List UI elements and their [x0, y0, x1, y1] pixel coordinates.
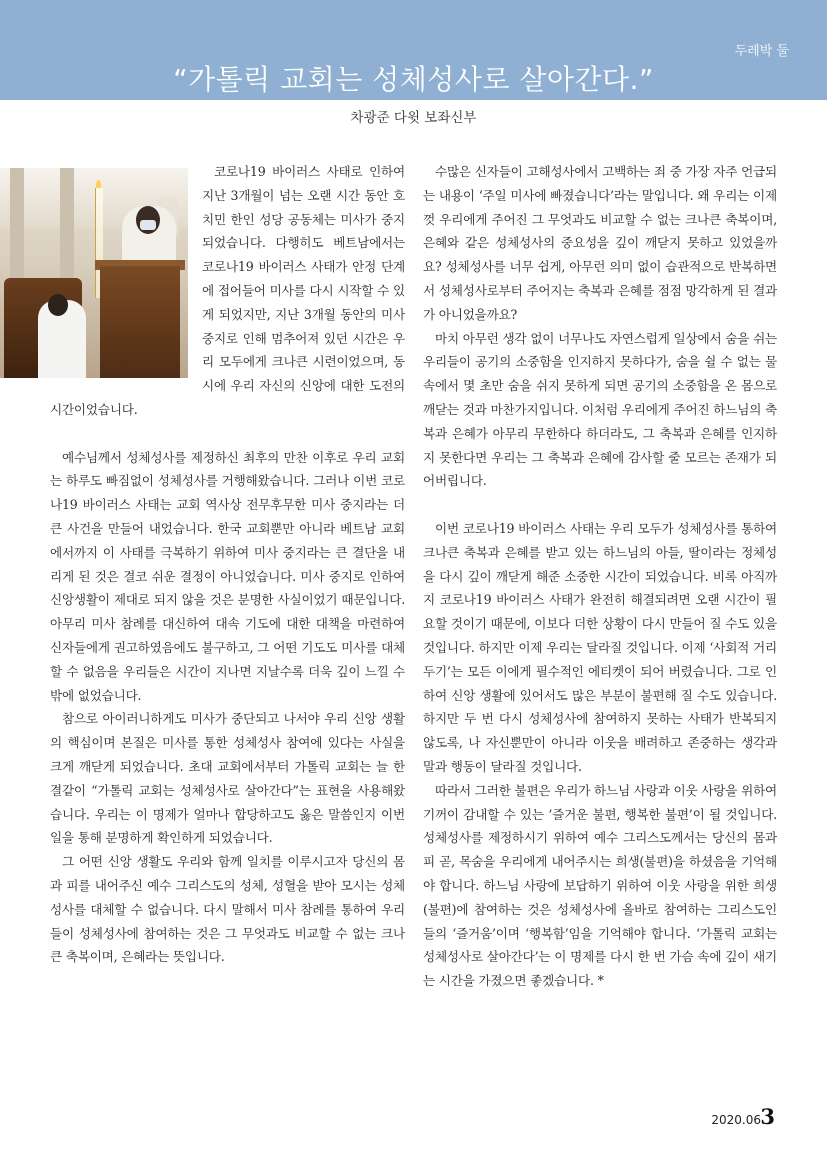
page-number: 3	[760, 1104, 775, 1129]
photo-lectern	[100, 266, 180, 378]
paragraph: 수많은 신자들이 고해성사에서 고백하는 죄 중 가장 자주 언급되는 내용이 ‘주일 미사에 빠졌습니다’라는 말입니다. 왜 우리는 이제껏 우리에게 주어진 그 무엇과도 비교할 수 없는 크나큰 축복이며, 은혜와 같은 성체성사의 중요성을 깊이 깨닫지 못하고 있었을까요? 성체성사를 너무 쉽게, 아무런 의미 없이 습관적으로 반복하면서 성체성사로부터 주어지는 축복과 은혜를 점점 망각하게 된 결과가 아니었을까요?	[423, 164, 777, 322]
issue-date: 2020.06	[711, 1113, 761, 1127]
photo-face-mask	[140, 220, 156, 230]
paragraph: 예수님께서 성체성사를 제정하신 최후의 만찬 이후로 우리 교회는 하루도 빠짐없이 성체성사를 거행해왔습니다. 그러나 이번 코로나19 바이러스 사태는 교회 역사상 전무후무한 미사 중지라는 더 큰 사건을 만들어 내었습니다. 한국 교회뿐만 아니라 베트남 교회에서까지 이 사태를 극복하기 위하여 미사 중지라는 큰 결단을 내리게 된 것은 결코 쉬운 결정이 아니었습니다. 미사 중지로 인하여 신앙생활이 제대로 되지 않을 것은 분명한 사실이었기 때문입니다. 아무리 미사 참례를 대신하여 대속 기도에 대한 대책을 마련하여 신자들에게 권고하였음에도 불구하고, 그 어떤 기도도 미사를 대체할 수 없음을 우리들은 시간이 지나면 지날수록 더욱 깊이 느낄 수밖에 없었습니다.	[50, 449, 405, 703]
section-tag: 두레박 둘	[734, 44, 789, 59]
paragraph: 마치 아무런 생각 없이 너무나도 자연스럽게 일상에서 숨을 쉬는 우리들이 공기의 소중함을 인지하지 못하다가, 숨을 쉴 수 없는 물 속에서 몇 초만 숨을 쉬지 못하게 되면 공기의 소중함을 온 몸으로 깨닫는 것과 마찬가지입니다. 이처럼 우리에게 주어진 하느님의 축복과 은혜가 아무리 무한하다 하더라도, 그 축복과 은혜를 인지하지 못한다면 우리는 그 축복과 은혜에 감사할 줄 모르는 존재가 되어버립니다.	[423, 330, 777, 489]
right-column	[423, 160, 777, 993]
page-title: “가톨릭 교회는 성체성사로 살아간다.”	[173, 63, 654, 96]
left-column	[50, 160, 405, 969]
paragraph: 참으로 아이러니하게도 미사가 중단되고 나서야 우리 신앙 생활의 핵심이며 본질은 미사를 통한 성체성사 참여에 있다는 사실을 크게 깨닫게 되었습니다. 초대 교회에서부터 가톨릭 교회는 늘 한결같이 “가톨릭 교회는 성체성사로 살아간다”는 표현을 사용해왔습니다. 우리는 이 명제가 얼마나 합당하고도 옳은 말씀인지 이번 일을 통해 분명하게 확인하게 되었습니다.	[50, 711, 405, 846]
author-byline: 차광준 다윗 보좌신부	[350, 110, 477, 126]
paragraph: 따라서 그러한 불편은 우리가 하느님 사랑과 이웃 사랑을 위하여 기꺼이 감내할 수 있는 ‘즐거운 불편, 행복한 불편’이 될 것입니다. 성체성사를 제정하시기 위하여 예수 그리스도께서는 당신의 몸과 피 곧, 목숨을 우리에게 내어주시는 희생(불편)을 하셨음을 기억해야 합니다. 하느님 사랑에 보답하기 위하여 이웃 사랑을 위한 희생(불편)에 참여하는 것은 성체성사에 올바로 참여하는 그리스도인들의 ‘즐거움’이며 ‘행복함’임을 기억해야 합니다. ‘가톨릭 교회는 성체성사로 살아간다’는 이 명제를 다시 한 번 가슴 속에 깊이 새기는 시간을 가졌으면 좋겠습니다. *	[423, 782, 777, 989]
paragraph: 그 어떤 신앙 생활도 우리와 함께 일치를 이루시고자 당신의 몸과 피를 내어주신 예수 그리스도의 성체, 성혈을 받아 모시는 성체성사를 대체할 수 없습니다. 다시 말해서 미사 참례를 통하여 우리들이 성체성사에 참여하는 것은 그 무엇과도 비교할 수 없는 크나큰 축복이며, 은혜라는 뜻입니다.	[50, 854, 405, 965]
paragraph: 코로나19 바이러스 사태로 인하여 지난 3개월이 넘는 오랜 시간 동안 호치민 한인 성당 공동체는 미사가 중지되었습니다. 다행히도 베트남에서는 코로나19 바이러스 사태가 안정 단계에 접어들어 미사를 다시 시작할 수 있게 되었지만, 지난 3개월 동안의 미사 중지로 인해 멈추어져 있던 시간은 우리 모두에게 크나큰 시련이었으며, 동시에 우리 자신의 신앙에 대한 도전의 시간이었습니다.	[50, 164, 405, 417]
paragraph: 이번 코로나19 바이러스 사태는 우리 모두가 성체성사를 통하여 크나큰 축복과 은혜를 받고 있는 하느님의 아들, 딸이라는 정체성을 다시 깊이 깨닫게 해준 소중한 시간이 되었습니다. 비록 아직까지 코로나19 바이러스 사태가 완전히 해결되려면 오랜 시간이 필요할 것이기 때문에, 이보다 더한 상황이 다시 만들어 질 수도 있을 것입니다. 하지만 이제 우리는 달라질 것입니다. 이제 ‘사회적 거리 두기’는 모든 이에게 필수적인 에티켓이 되어 버렸습니다. 그로 인하여 신앙 생활에 있어서도 많은 부분이 불편해 질 수도 있습니다. 하지만 두 번 다시 성체성사에 참여하지 못하는 사태가 반복되지 않도록, 나 자신뿐만이 아니라 이웃을 배려하고 존중하는 생각과 말과 행동이 달라질 것입니다.	[423, 520, 777, 774]
mass-photo	[0, 168, 188, 378]
photo-altar-server-head	[48, 294, 68, 316]
